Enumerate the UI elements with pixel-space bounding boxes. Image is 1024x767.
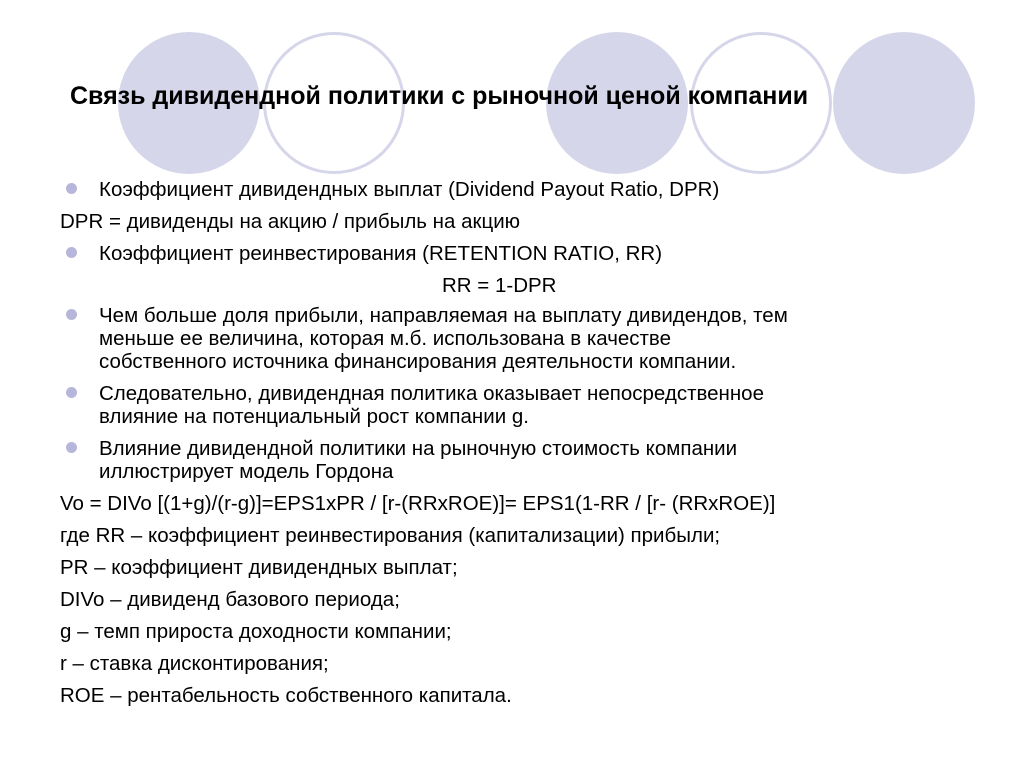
line-text: DIVo – дивиденд базового периода; (60, 588, 400, 611)
bullet-item-continuation (60, 327, 671, 350)
text-line (60, 652, 329, 675)
text-line (60, 524, 720, 547)
bullet-dot-icon (66, 387, 77, 398)
bullet-dot-icon (66, 309, 77, 320)
bullet-dot-icon (66, 442, 77, 453)
bullet-dot-icon (66, 247, 77, 258)
line-text: RR = 1-DPR (442, 274, 557, 297)
line-text: иллюстрирует модель Гордона (99, 460, 394, 483)
line-text: Влияние дивидендной политики на рыночную стоимость компании (99, 437, 738, 460)
line-text: r – ставка дисконтирования; (60, 652, 329, 675)
text-line (60, 588, 400, 611)
line-text: Коэффициент реинвестирования (RETENTION RATIO, RR) (99, 242, 663, 265)
bullet-item-continuation (60, 460, 393, 483)
line-text: ROE – рентабельность собственного капитала. (60, 684, 512, 707)
bullet-item-continuation (60, 405, 529, 428)
line-text: Чем больше доля прибыли, направляемая на выплату дивидендов, тем (99, 304, 788, 327)
text-line (60, 556, 458, 579)
line-text: меньше ее величина, которая м.б. использована в качестве (99, 327, 671, 350)
text-line (60, 274, 556, 297)
line-text: g – темп прироста доходности компании; (60, 620, 452, 643)
line-text: влияние на потенциальный рост компании g. (99, 405, 529, 428)
text-line (60, 684, 512, 707)
line-text: где RR – коэффициент реинвестирования (капитализации) прибыли; (60, 524, 721, 547)
line-text: Vo = DIVo [(1+g)/(r-g)]=EPS1xPR / [r-(RRxROE)]= EPS1(1-RR / [r- (RRxROE)] (60, 492, 776, 515)
bullet-item (60, 382, 764, 405)
line-text: Следовательно, дивидендная политика оказывает непосредственное (99, 382, 764, 405)
line-text: DPR = дивиденды на акцию / прибыль на акцию (60, 210, 521, 233)
text-line (60, 210, 520, 233)
slide-title: Связь дивидендной политики с рыночной ценой компании (70, 82, 809, 110)
text-line (60, 492, 775, 515)
bullet-dot-icon (66, 183, 77, 194)
bullet-item (60, 304, 788, 327)
bullet-item (60, 242, 662, 265)
line-text: собственного источника финансирования деятельности компании. (99, 350, 737, 373)
line-text: Коэффициент дивидендных выплат (Dividend Payout Ratio, DPR) (99, 178, 720, 201)
text-line (60, 620, 452, 643)
bullet-item-continuation (60, 350, 736, 373)
line-text: PR – коэффициент дивидендных выплат; (60, 556, 458, 579)
bullet-item (60, 437, 737, 460)
bullet-item (60, 178, 719, 201)
